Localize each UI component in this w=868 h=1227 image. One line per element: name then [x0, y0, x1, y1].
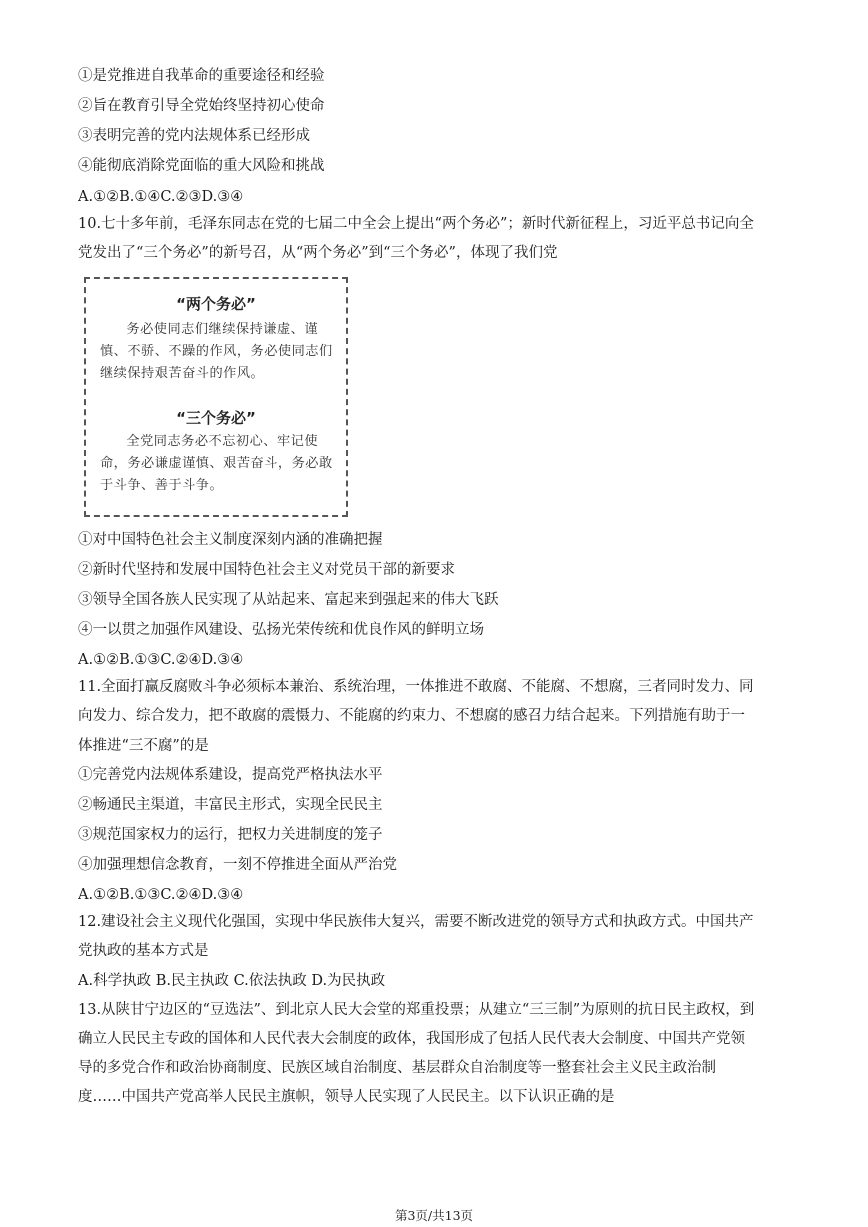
- quote-title-two-musts: “两个务必”: [176, 295, 256, 313]
- q9-option-3: ③表明完善的党内法规体系已经形成: [78, 128, 310, 144]
- q12-stem-line-1: 12.建设社会主义现代化强国，实现中华民族伟大复兴，需要不断改进党的领导方式和执政方式。中国共产: [78, 914, 754, 930]
- q10-option-3: ③领导全国各族人民实现了从站起来、富起来到强起来的伟大飞跃: [78, 592, 499, 608]
- q13-stem-line-1: 13.从陕甘宁边区的“豆选法”、到北京人民大会堂的郑重投票；从建立“三三制”为原则的抗日民主政权，到: [78, 1002, 755, 1018]
- quote-body-two-musts: 务必使同志们继续保持谦虚、谨慎、不骄、不躁的作风，务必使同志们继续保持艰苦奋斗的作风。: [100, 322, 333, 381]
- q13-stem-line-2: 确立人民民主专政的国体和人民代表大会制度的政体，我国形成了包括人民代表大会制度、中国共产党领: [78, 1031, 745, 1047]
- q11-stem-line-3: 体推进“三不腐”的是: [78, 738, 209, 754]
- quote-title-three-musts: “三个务必”: [176, 409, 256, 427]
- q11-option-3: ③规范国家权力的运行，把权力关进制度的笼子: [78, 827, 383, 843]
- q10-stem-line-1: 10.七十多年前，毛泽东同志在党的七届二中全会上提出“两个务必”；新时代新征程上，习近平总书记向全: [78, 216, 754, 232]
- q11-option-1: ①完善党内法规体系建设，提高党严格执法水平: [78, 767, 383, 783]
- q11-stem-line-2: 向发力、综合发力，把不敢腐的震慑力、不能腐的约束力、不想腐的感召力结合起来。下列措施有助于一: [78, 708, 745, 724]
- q10-option-4: ④一以贯之加强作风建设、弘扬光荣传统和优良作风的鲜明立场: [78, 622, 484, 638]
- q9-choices: A.①②B.①④C.②③D.③④: [78, 189, 244, 205]
- quote-box: [84, 277, 348, 517]
- q10-option-1: ①对中国特色社会主义制度深刻内涵的准确把握: [78, 532, 383, 548]
- q12-stem-line-2: 党执政的基本方式是: [78, 943, 209, 959]
- q9-option-2: ②旨在教育引导全党始终坚持初心使命: [78, 98, 325, 114]
- q10-option-2: ②新时代坚持和发展中国特色社会主义对党员干部的新要求: [78, 562, 455, 578]
- q9-option-1: ①是党推进自我革命的重要途径和经验: [78, 68, 325, 84]
- q11-option-4: ④加强理想信念教育，一刻不停推进全面从严治党: [78, 857, 397, 873]
- q11-option-2: ②畅通民主渠道，丰富民主形式，实现全民民主: [78, 797, 383, 813]
- q13-stem-line-3: 导的多党合作和政治协商制度、民族区域自治制度、基层群众自治制度等一整套社会主义民主政治制: [78, 1060, 716, 1076]
- q13-stem-line-4: 度……中国共产党高举人民民主旗帜，领导人民实现了人民民主。以下认识正确的是: [78, 1089, 615, 1105]
- q12-choices: A.科学执政 B.民主执政 C.依法执政 D.为民执政: [78, 973, 386, 989]
- q11-choices: A.①②B.①③C.②④D.③④: [78, 887, 244, 903]
- page-number: 第3页/共13页: [394, 1208, 474, 1223]
- q10-stem-line-2: 党发出了“三个务必”的新号召，从“两个务必”到“三个务必”，体现了我们党: [78, 245, 558, 261]
- q11-stem-line-1: 11.全面打赢反腐败斗争必须标本兼治、系统治理，一体推进不敢腐、不能腐、不想腐，三者同时发力、同: [78, 679, 754, 695]
- q10-choices: A.①②B.①③C.②④D.③④: [78, 652, 244, 668]
- q9-option-4: ④能彻底消除党面临的重大风险和挑战: [78, 158, 325, 174]
- quote-body-three-musts: 全党同志务必不忘初心、牢记使命，务必谦虚谨慎、艰苦奋斗，务必敢于斗争、善于斗争。: [100, 434, 333, 493]
